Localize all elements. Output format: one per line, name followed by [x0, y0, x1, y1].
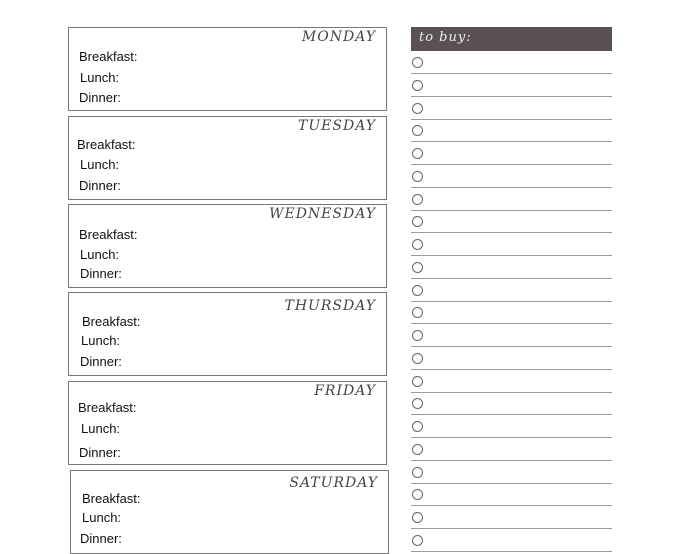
- to-buy-item[interactable]: [411, 257, 612, 279]
- circle-checkbox-icon[interactable]: [412, 535, 423, 546]
- circle-checkbox-icon[interactable]: [412, 57, 423, 68]
- day-name: MONDAY: [301, 29, 376, 45]
- to-buy-title: to buy:: [419, 30, 472, 45]
- to-buy-item[interactable]: [411, 348, 612, 370]
- to-buy-item[interactable]: [411, 211, 612, 233]
- to-buy-item[interactable]: [411, 280, 612, 302]
- to-buy-item[interactable]: [411, 507, 612, 529]
- breakfast-label: Breakfast:: [79, 49, 138, 64]
- lunch-label: Lunch:: [82, 510, 122, 525]
- lunch-label: Lunch:: [80, 247, 120, 262]
- lunch-label: Lunch:: [81, 421, 121, 436]
- to-buy-item[interactable]: [411, 325, 612, 347]
- circle-checkbox-icon[interactable]: [412, 194, 423, 205]
- circle-checkbox-icon[interactable]: [412, 467, 423, 478]
- circle-checkbox-icon[interactable]: [412, 148, 423, 159]
- to-buy-item[interactable]: [411, 530, 612, 552]
- day-box-friday: [68, 381, 387, 465]
- circle-checkbox-icon[interactable]: [412, 103, 423, 114]
- day-box-wednesday: [68, 204, 387, 288]
- circle-checkbox-icon[interactable]: [412, 125, 423, 136]
- circle-checkbox-icon[interactable]: [412, 307, 423, 318]
- circle-checkbox-icon[interactable]: [412, 376, 423, 387]
- breakfast-label: Breakfast:: [82, 314, 141, 329]
- to-buy-item[interactable]: [411, 302, 612, 324]
- to-buy-item[interactable]: [411, 143, 612, 165]
- to-buy-item[interactable]: [411, 416, 612, 438]
- circle-checkbox-icon[interactable]: [412, 262, 423, 273]
- to-buy-item[interactable]: [411, 484, 612, 506]
- day-name: FRIDAY: [314, 383, 376, 399]
- day-box-saturday: [70, 470, 389, 554]
- to-buy-item[interactable]: [411, 120, 612, 142]
- circle-checkbox-icon[interactable]: [412, 444, 423, 455]
- dinner-label: Dinner:: [80, 531, 122, 546]
- to-buy-item[interactable]: [411, 98, 612, 120]
- to-buy-item[interactable]: [411, 189, 612, 211]
- day-name: WEDNESDAY: [269, 206, 376, 222]
- day-name: TUESDAY: [298, 118, 376, 134]
- lunch-label: Lunch:: [81, 333, 121, 348]
- breakfast-label: Breakfast:: [78, 400, 137, 415]
- circle-checkbox-icon[interactable]: [412, 216, 423, 227]
- circle-checkbox-icon[interactable]: [412, 239, 423, 250]
- day-box-monday: [68, 27, 387, 111]
- lunch-label: Lunch:: [80, 157, 120, 172]
- breakfast-label: Breakfast:: [79, 227, 138, 242]
- breakfast-label: Breakfast:: [82, 491, 141, 506]
- to-buy-header: [411, 27, 612, 51]
- dinner-label: Dinner:: [79, 178, 121, 193]
- day-name: SATURDAY: [289, 475, 378, 491]
- day-box-tuesday: [68, 116, 387, 200]
- circle-checkbox-icon[interactable]: [412, 330, 423, 341]
- breakfast-label: Breakfast:: [77, 137, 136, 152]
- to-buy-item[interactable]: [411, 52, 612, 74]
- dinner-label: Dinner:: [79, 445, 121, 460]
- day-name: THURSDAY: [284, 298, 376, 314]
- lunch-label: Lunch:: [80, 70, 120, 85]
- circle-checkbox-icon[interactable]: [412, 489, 423, 500]
- circle-checkbox-icon[interactable]: [412, 171, 423, 182]
- dinner-label: Dinner:: [80, 266, 122, 281]
- to-buy-item[interactable]: [411, 462, 612, 484]
- circle-checkbox-icon[interactable]: [412, 512, 423, 523]
- dinner-label: Dinner:: [80, 354, 122, 369]
- to-buy-item[interactable]: [411, 439, 612, 461]
- day-box-thursday: [68, 292, 387, 376]
- to-buy-item[interactable]: [411, 371, 612, 393]
- circle-checkbox-icon[interactable]: [412, 353, 423, 364]
- to-buy-item[interactable]: [411, 234, 612, 256]
- dinner-label: Dinner:: [79, 90, 121, 105]
- to-buy-item[interactable]: [411, 75, 612, 97]
- to-buy-item[interactable]: [411, 393, 612, 415]
- to-buy-item[interactable]: [411, 166, 612, 188]
- circle-checkbox-icon[interactable]: [412, 421, 423, 432]
- circle-checkbox-icon[interactable]: [412, 80, 423, 91]
- circle-checkbox-icon[interactable]: [412, 398, 423, 409]
- circle-checkbox-icon[interactable]: [412, 285, 423, 296]
